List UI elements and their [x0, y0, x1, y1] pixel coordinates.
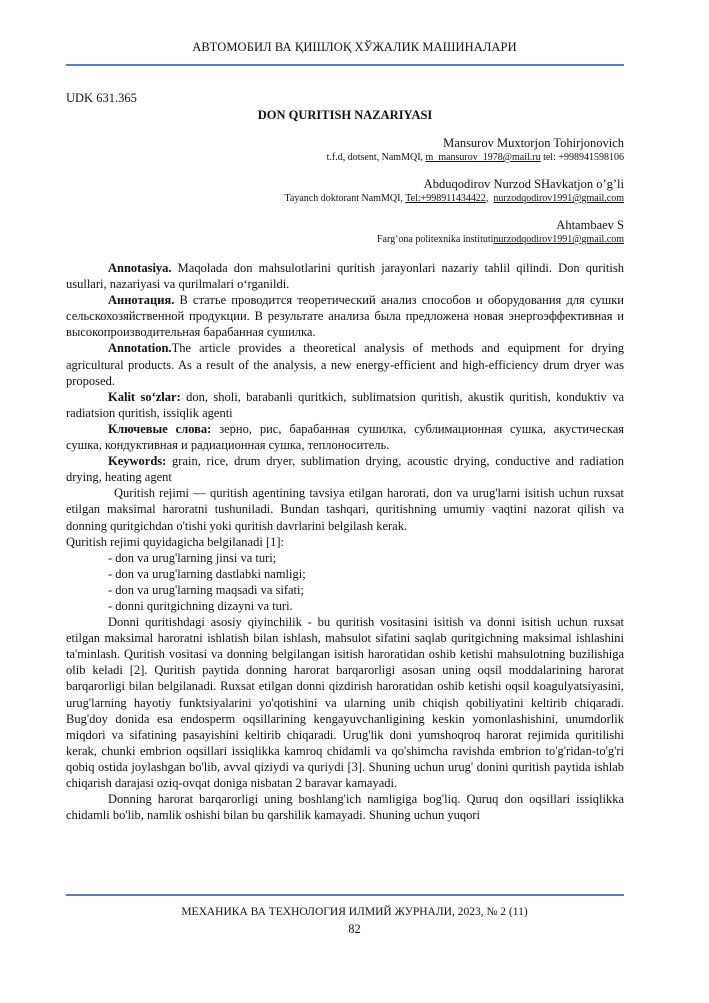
author-affiliation	[66, 233, 624, 247]
article-body	[66, 260, 624, 823]
author-email-link[interactable]: nurzodqodirov1991@gmail.com	[493, 193, 624, 204]
article-title: DON QURITISH NAZARIYASI	[257, 108, 433, 122]
abstract-text: The article provides a theoretical analysis of methods and equipment for drying agricultural products. As a result of the analysis, a new energy-efficient and high-efficiency drum dryer was proposed.	[66, 341, 624, 388]
author-email-link[interactable]: nurzodqodirov1991@gmail.com	[493, 234, 624, 245]
affiliation-text: Tayanch doktorant NamMQI,	[284, 193, 406, 204]
author-block	[66, 135, 624, 165]
keywords-uz	[66, 389, 624, 421]
list-item: - don va urug'larning dastlabki namligi;	[108, 566, 306, 581]
author-email-link[interactable]: m_mansurov_1978@mail.ru	[425, 152, 541, 163]
abstract-label: Annotasiya.	[108, 261, 172, 275]
list-item: - don va urug'larning maqsadi va sifati;	[108, 582, 304, 597]
body-paragraph: Quritish rejimi quyidagicha belgilanadi [1]:	[66, 534, 284, 549]
body-paragraph: Donning harorat barqarorligi uning boshlang'ich namligiga bog'liq. Quruq don oqsillari issiqlikka chidamli bo'lib, namlik oshishi bilan bu qarshilik kamayadi. Shuning uchun yuqori	[66, 792, 624, 823]
keywords-label: Keywords:	[108, 454, 167, 469]
keywords-text: don, sholi, barabanli quritkich, sublimatsion quritish, akustik quritish, konduktiv va radiatsion quritish, issiqlik agenti	[66, 389, 625, 420]
running-header: АВТОМОБИЛ ВА ҚИШЛОҚ ХЎЖАЛИК МАШИНАЛАРИ	[192, 40, 517, 54]
abstract-ru	[66, 292, 624, 340]
affiliation-text: Farg‘ona politexnika instituti	[376, 234, 494, 245]
keywords-label: Kalit so‘zlar:	[108, 389, 181, 404]
author-phone-link[interactable]: Tel:+998911434422	[405, 193, 486, 204]
running-footer: МЕХАНИКА ВА ТЕХНОЛОГИЯ ИЛМИЙ ЖУРНАЛИ, 2023, № 2 (11)	[181, 906, 528, 918]
author-phone: tel: +998941598106	[540, 152, 624, 163]
abstract-text: В статье проводится теоретический анализ способов и оборудования для сушки сельскохозяйственной продукции. В результате анализа была предложена новая энергоэффективная и высокопроизводительная барабанная сушилка.	[66, 293, 624, 340]
body-paragraph: Quritish rejimi — quritish agentining tavsiya etilgan harorati, don va urug'larni isitish uchun ruxsat etilgan maksimal haroratni tushuniladi. Bundan tashqari, quritishning umumiy vaqtini nazorat qilish va donning quritgichdan o'tishi yoki quritish davrlarini belgilash kerak.	[66, 486, 624, 533]
author-affiliation	[66, 192, 624, 206]
body-paragraph: Donni quritishdagi asosiy qiyinchilik - bu quritish vositasini isitish va donni isitish uchun ruxsat etilgan maksimal haroratni ishlatish bilan ishlash, mahsulot sifatini saqlab quritgichning maksimal ishlashini ta'minlash. Quritish vositasi va donning belgilangan isitish haroratidan oshib ketishi mahsulotning buzilishiga olib keladi [2]. Quritish paytida donning harorat barqarorligi asosan uning oqsil moddalarining harorat barqarorligi bilan belgilanadi. Ruxsat etilgan donni qizdirish haroratidan oshib ketishi oqsil koagulyatsiyasini, urug'larning hayotiy funktsiyalarini yo'qotishini va ularning unib chiqish qobiliyatini keltirib chiqaradi. Bug'doy donida esa endosperm oqsillarining kengayuvchanligining keskin yomonlashishini, unumdorlik miqdori va sifatining pasayishini keltirib chiqaradi. Urug'lik doni yumshoqroq harorat rejimida quritilishi kerak, chunki embrion oqsillari issiqlikka kamroq chidamli va qo'shimcha ravishda embrion to'g'ridan-to'g'ri qobiq ostida joylashgan bo'lib, avval qiziydi va quriydi [3]. Shuning uchun urug' donini quritish paytida ishlab chiqarish darajasi oziq-ovqat doniga nisbatan 2 baravar kamayadi.	[66, 615, 624, 790]
keywords-en	[66, 453, 624, 485]
author-block	[66, 176, 624, 206]
author-name: Abduqodirov Nurzod SHavkatjon o’g’li	[423, 177, 624, 191]
header-divider	[66, 64, 624, 66]
keywords-ru	[66, 421, 624, 453]
author-name: Mansurov Muxtorjon Tohirjonovich	[443, 136, 624, 150]
keywords-label: Ключевые слова:	[108, 421, 212, 436]
keywords-text: grain, rice, drum dryer, sublimation drying, acoustic drying, conductive and radiation drying, heating agent	[66, 454, 624, 485]
abstract-text: Maqolada don mahsulotlarini quritish jarayonlari nazariy tahlil qilindi. Don quritish usullari, nazariyasi va qurilmalari o‘rganildi.	[66, 261, 624, 292]
author-affiliation	[66, 151, 624, 165]
author-block	[66, 217, 624, 247]
list-item: - donni quritgichning dizayni va turi.	[108, 598, 293, 613]
udk-code: UDK 631.365	[66, 91, 137, 105]
affiliation-separator: ,	[485, 193, 494, 204]
list-item: - don va urug'larning jinsi va turi;	[108, 550, 277, 565]
abstract-en	[66, 340, 624, 388]
abstract-label: Аннотация.	[108, 293, 175, 308]
article	[66, 90, 624, 823]
footer-divider	[66, 894, 624, 896]
page-number: 82	[348, 922, 361, 936]
affiliation-text: t.f.d, dotsent, NamMQI,	[326, 152, 426, 163]
keywords-text: зерно, рис, барабанная сушилка, сублимационная сушка, акустическая сушка, кондуктивная и радиационная сушка, теплоноситель.	[66, 421, 624, 453]
abstract-uz	[66, 260, 624, 292]
abstract-label: Annotation.	[108, 341, 172, 356]
author-name: Ahtambaev S	[556, 218, 624, 232]
